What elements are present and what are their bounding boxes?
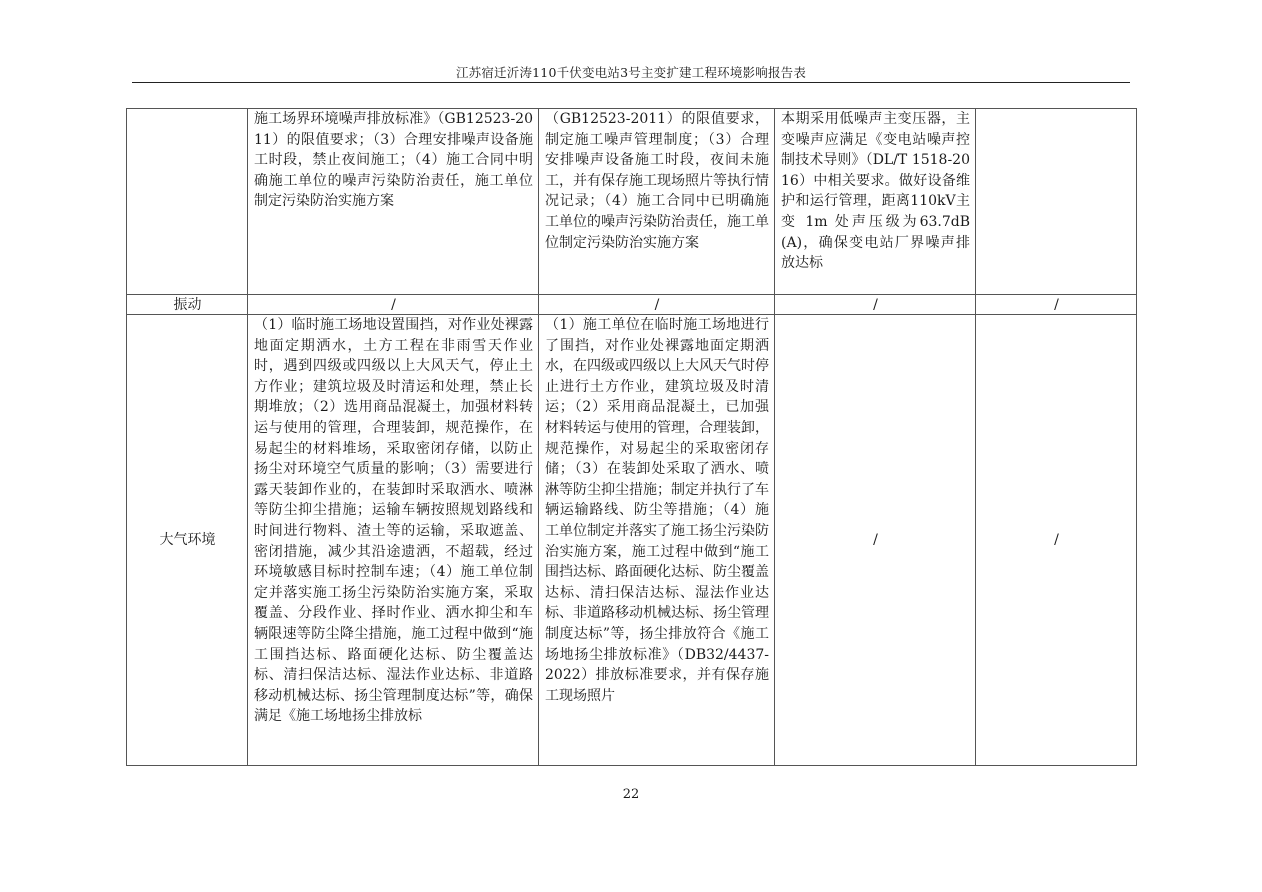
factor-cell-vibration: 振动 [127, 295, 248, 315]
environmental-measures-table [126, 108, 1137, 766]
operation-impl-cell [976, 109, 1137, 295]
table-row-atmosphere [127, 315, 1137, 766]
table-row-vibration [127, 295, 1137, 315]
implementation-cell [539, 109, 775, 295]
factor-cell [127, 109, 248, 295]
operation-impl-cell-atmosphere: / [976, 315, 1137, 766]
page-header-title: 江苏宿迁沂涛110千伏变电站3号主变扩建工程环境影响报告表 [455, 65, 807, 80]
header-divider [132, 82, 1130, 83]
operation-cell [775, 109, 976, 295]
requirement-cell-vibration: / [248, 295, 539, 315]
operation-text: 本期采用低噪声主变压器，主变噪声应满足《变电站噪声控制技术导则》（DL/T 1518-2016）中相关要求。做好设备维护和运行管理，距离110kV主变 1m 处声压级为63.7dB(A)，确保变电站厂界噪声排放达标 [781, 111, 970, 272]
operation-impl-cell-vibration: / [976, 295, 1137, 315]
factor-cell-atmosphere: 大气环境 [127, 315, 248, 766]
implementation-text: （GB12523-2011）的限值要求，制定施工噪声管理制度；（3）合理安排噪声设备施工时段，夜间未施工，并有保存施工现场照片等执行情况记录；（4）施工合同中已明确施工单位的噪声污染防治责任，施工单位制定污染防治实施方案 [545, 111, 769, 251]
implementation-cell-vibration: / [539, 295, 775, 315]
requirement-text: 施工场界环境噪声排放标准》（GB12523-2011）的限值要求；（3）合理安排噪声设备施工时段，禁止夜间施工；（4）施工合同中明确施工单位的噪声污染防治责任，施工单位制定污染防治实施方案 [254, 111, 533, 210]
operation-cell-vibration: / [775, 295, 976, 315]
table-row-noise-continued [127, 109, 1137, 295]
implementation-cell-atmosphere [539, 315, 775, 766]
implementation-text-atmosphere: （1）施工单位在临时施工场地进行了围挡，对作业处裸露地面定期洒水，在四级或四级以上大风天气时停止进行土方作业，建筑垃圾及时清运；（2）采用商品混凝土，已加强材料转运与使用的管理，合理装卸，规范操作，对易起尘的采取密闭存储；（3）在装卸处采取了洒水、喷淋等防尘抑尘措施；制定并执行了车辆运输路线、防尘等措施；（4）施工单位制定并落实了施工扬尘污染防治实施方案，施工过程中做到“施工围挡达标、路面硬化达标、防尘覆盖达标、清扫保洁达标、湿法作业达标、非道路移动机械达标、扬尘管理制度达标”等，扬尘排放符合《施工场地扬尘排放标准》（DB32/4437-2022）排放标准要求，并有保存施工现场照片 [545, 317, 769, 704]
operation-cell-atmosphere: / [775, 315, 976, 766]
page-number: 22 [622, 787, 640, 802]
requirement-cell-atmosphere [248, 315, 539, 766]
requirement-text-atmosphere: （1）临时施工场地设置围挡，对作业处裸露地面定期洒水，土方工程在非雨雪天作业时，遇到四级或四级以上大风天气，停止土方作业；建筑垃圾及时清运和处理，禁止长期堆放；（2）选用商品混凝土，加强材料转运与使用的管理，合理装卸，规范操作，在易起尘的材料堆场，采取密闭存储，以防止扬尘对环境空气质量的影响；（3）需要进行露天装卸作业的，在装卸时采取洒水、喷淋等防尘抑尘措施；运输车辆按照规划路线和时间进行物料、渣土等的运输，采取遮盖、密闭措施，减少其沿途遗洒，不超载，经过环境敏感目标时控制车速；（4）施工单位制定并落实施工扬尘污染防治实施方案，采取覆盖、分段作业、择时作业、洒水抑尘和车辆限速等防尘降尘措施，施工过程中做到“施工围挡达标、路面硬化达标、防尘覆盖达标、清扫保洁达标、湿法作业达标、非道路移动机械达标、扬尘管理制度达标”等，确保满足《施工场地扬尘排放标 [254, 317, 533, 725]
requirement-cell [248, 109, 539, 295]
